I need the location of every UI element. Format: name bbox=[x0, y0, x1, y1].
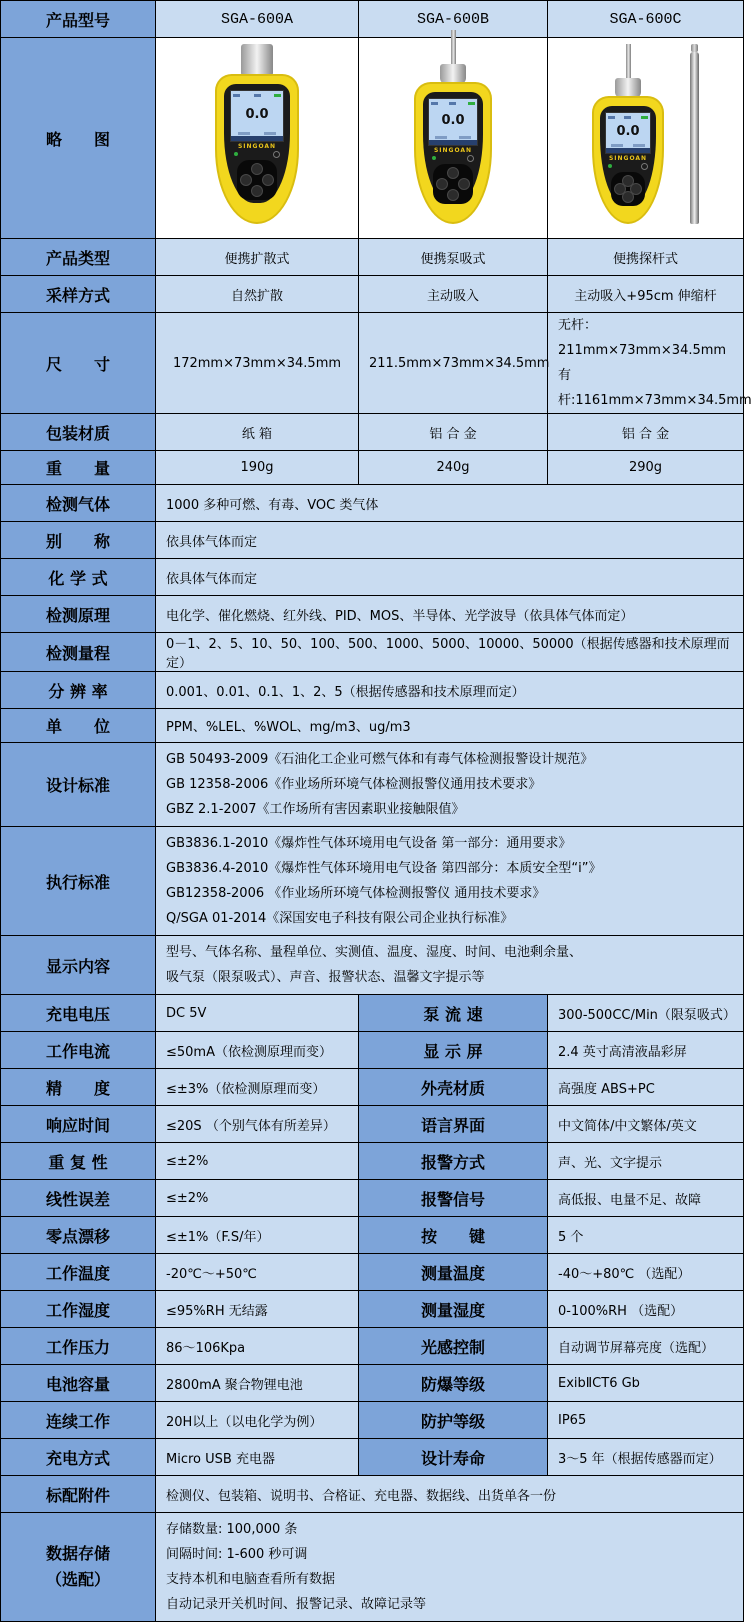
spec-value: 3～5 年（根据传感器而定） bbox=[548, 1439, 744, 1476]
field-bar bbox=[238, 132, 250, 135]
indicator-row bbox=[234, 151, 280, 158]
power-led bbox=[234, 152, 238, 156]
keypad-button bbox=[458, 178, 470, 190]
text-line: GB12358-2006 《作业场所环境气体检测报警仪 通用技术要求》 bbox=[166, 886, 546, 901]
spec-row bbox=[1, 1439, 744, 1476]
row-label: 报警方式 bbox=[359, 1143, 548, 1180]
power-button-icon bbox=[273, 151, 280, 158]
spec-value: 主动吸入 bbox=[359, 276, 548, 313]
spec-value: 86～106Kpa bbox=[156, 1328, 359, 1365]
text-line: （选配） bbox=[45, 1570, 110, 1589]
row-label bbox=[1, 1513, 156, 1622]
spec-row bbox=[1, 1217, 744, 1254]
text-line: GB3836.4-2010《爆炸性气体环境用电气设备 第四部分：本质安全型“i”》 bbox=[166, 861, 602, 876]
spec-value: 0-100%RH （选配） bbox=[548, 1291, 744, 1328]
row-label: 按 键 bbox=[359, 1217, 548, 1254]
row-label: 工作温度 bbox=[1, 1254, 156, 1291]
row-label: 重 复 性 bbox=[1, 1143, 156, 1180]
probe-base-icon bbox=[615, 78, 641, 98]
keypad-button bbox=[447, 189, 459, 201]
spec-row bbox=[1, 239, 744, 276]
power-button-icon bbox=[641, 163, 648, 170]
text-line: 型号、气体名称、量程单位、实测值、温度、湿度、时间、电池剩余量、 bbox=[166, 945, 583, 960]
spec-row bbox=[1, 936, 744, 995]
spec-value: 依具体气体而定 bbox=[156, 522, 744, 559]
fan-icon bbox=[254, 94, 261, 97]
keypad-button bbox=[251, 163, 263, 175]
device-cell bbox=[359, 38, 547, 238]
row-label: 分 辨 率 bbox=[1, 672, 156, 709]
speaker-icon bbox=[431, 102, 438, 105]
speaker-icon bbox=[608, 116, 615, 119]
spec-value: ≤±3%（依检测原理而变） bbox=[156, 1069, 359, 1106]
spec-row bbox=[1, 414, 744, 451]
text-line: 无杆：211mm×73mm×34.5mm bbox=[558, 318, 727, 358]
row-label: 重 量 bbox=[1, 451, 156, 485]
spec-row bbox=[1, 1513, 744, 1622]
field-bar bbox=[633, 144, 645, 147]
product-image-cell bbox=[548, 38, 744, 239]
screen-datebar bbox=[606, 148, 649, 153]
device-brand: SINGOAN bbox=[433, 146, 473, 154]
power-button-icon bbox=[467, 155, 474, 162]
spec-row bbox=[1, 1402, 744, 1439]
spec-value: 纸 箱 bbox=[156, 414, 359, 451]
keypad-button bbox=[240, 174, 252, 186]
spec-value bbox=[156, 1513, 744, 1622]
row-label: 设计寿命 bbox=[359, 1439, 548, 1476]
spec-value: 高低报、电量不足、故障 bbox=[548, 1180, 744, 1217]
device-body bbox=[215, 74, 299, 224]
row-label: 包装材质 bbox=[1, 414, 156, 451]
spec-value: 电化学、催化燃烧、红外线、PID、MOS、半导体、光学波导（依具体气体而定） bbox=[156, 596, 744, 633]
device-body bbox=[414, 82, 492, 224]
spec-row bbox=[1, 276, 744, 313]
device-panel bbox=[224, 84, 290, 203]
keypad-button bbox=[251, 185, 263, 197]
row-label: 工作湿度 bbox=[1, 1291, 156, 1328]
row-label: 报警信号 bbox=[359, 1180, 548, 1217]
spec-row bbox=[1, 1180, 744, 1217]
spec-value bbox=[156, 743, 744, 827]
spec-value: PPM、%LEL、%WOL、mg/m3、ug/m3 bbox=[156, 709, 744, 743]
spec-value: 中文简体/中文繁体/英文 bbox=[548, 1106, 744, 1143]
row-label: 显示内容 bbox=[1, 936, 156, 995]
spec-value: 300-500CC/Min（限泵吸式） bbox=[548, 995, 744, 1032]
device-screen bbox=[605, 112, 650, 154]
spec-value: ≤50mA（依检测原理而变） bbox=[156, 1032, 359, 1069]
spec-value: 211.5mm×73mm×34.5mm bbox=[359, 313, 548, 414]
row-label: 标配附件 bbox=[1, 1476, 156, 1513]
spec-value: ≤95%RH 无结露 bbox=[156, 1291, 359, 1328]
spec-value: 172mm×73mm×34.5mm bbox=[156, 313, 359, 414]
spec-row bbox=[1, 559, 744, 596]
spec-row bbox=[1, 522, 744, 559]
row-label: 显 示 屏 bbox=[359, 1032, 548, 1069]
spec-value: 20H以上（以电化学为例） bbox=[156, 1402, 359, 1439]
text-line: GBZ 2.1-2007《工作场所有害因素职业接触限值》 bbox=[166, 802, 465, 817]
text-lines bbox=[558, 313, 752, 413]
device-screen bbox=[428, 98, 477, 146]
field-bar bbox=[264, 132, 276, 135]
header-row bbox=[1, 1, 744, 38]
spec-value: -40～+80℃ （选配） bbox=[548, 1254, 744, 1291]
spec-row bbox=[1, 743, 744, 827]
row-label: 设计标准 bbox=[1, 743, 156, 827]
battery-icon bbox=[468, 102, 475, 105]
spec-row bbox=[1, 1328, 744, 1365]
field-bar bbox=[611, 144, 623, 147]
spec-row bbox=[1, 596, 744, 633]
spec-value: 铝 合 金 bbox=[548, 414, 744, 451]
row-label: 电池容量 bbox=[1, 1365, 156, 1402]
row-label: 检测原理 bbox=[1, 596, 156, 633]
keypad bbox=[433, 164, 473, 204]
spec-value: ≤20S （个别气体有所差异） bbox=[156, 1106, 359, 1143]
row-label: 执行标准 bbox=[1, 827, 156, 936]
spec-row bbox=[1, 709, 744, 743]
text-line: 自动记录开关机时间、报警记录、故障记录等 bbox=[166, 1597, 427, 1612]
spec-value: ≤±2% bbox=[156, 1180, 359, 1217]
device-illustration bbox=[592, 44, 664, 224]
spec-value: 自然扩散 bbox=[156, 276, 359, 313]
text-line: 间隔时间: 1-600 秒可调 bbox=[166, 1547, 308, 1562]
spec-row bbox=[1, 1143, 744, 1180]
device-brand: SINGOAN bbox=[608, 154, 648, 162]
spec-value: 铝 合 金 bbox=[359, 414, 548, 451]
spec-value: 0－1、2、5、10、50、100、500、1000、5000、10000、50000（根据传感器和技术原理而定） bbox=[156, 633, 744, 672]
screen-reading: 0.0 bbox=[245, 107, 269, 123]
spec-value: 高强度 ABS+PC bbox=[548, 1069, 744, 1106]
row-label: 产品型号 bbox=[1, 1, 156, 38]
model-name: SGA-600C bbox=[548, 1, 744, 38]
row-label: 充电方式 bbox=[1, 1439, 156, 1476]
screen-statusbar bbox=[231, 91, 282, 98]
speaker-icon bbox=[233, 94, 240, 97]
spec-value: 240g bbox=[359, 451, 548, 485]
row-label: 略 图 bbox=[1, 38, 156, 239]
spec-value: ExibⅡCT6 Gb bbox=[548, 1365, 744, 1402]
power-led bbox=[608, 164, 612, 168]
spec-value bbox=[156, 827, 744, 936]
screen-datebar bbox=[429, 140, 476, 145]
screen-statusbar bbox=[429, 99, 476, 106]
spec-value: ≤±2% bbox=[156, 1143, 359, 1180]
text-lines bbox=[166, 1513, 733, 1621]
row-label: 单 位 bbox=[1, 709, 156, 743]
text-line: 吸气泵（限泵吸式）、声音、报警状态、温馨文字提示等 bbox=[166, 970, 485, 985]
spec-value: 依具体气体而定 bbox=[156, 559, 744, 596]
row-label: 防护等级 bbox=[359, 1402, 548, 1439]
probe-rod-icon bbox=[451, 30, 456, 64]
text-line: GB 12358-2006《作业场所环境气体检测报警仪通用技术要求》 bbox=[166, 777, 542, 792]
spec-row bbox=[1, 633, 744, 672]
spec-value: 290g bbox=[548, 451, 744, 485]
spec-value bbox=[548, 313, 752, 414]
sensor-cap-icon bbox=[241, 44, 273, 76]
keypad-button bbox=[436, 178, 448, 190]
row-label: 工作压力 bbox=[1, 1328, 156, 1365]
device-body bbox=[592, 96, 664, 224]
row-label: 尺 寸 bbox=[1, 313, 156, 414]
probe-rod-icon bbox=[626, 44, 631, 78]
spec-row bbox=[1, 1365, 744, 1402]
screen-datebar bbox=[231, 136, 282, 141]
row-label: 检测气体 bbox=[1, 485, 156, 522]
spec-value: 1000 多种可燃、有毒、VOC 类气体 bbox=[156, 485, 744, 522]
indicator-row bbox=[432, 155, 474, 162]
product-image-cell bbox=[156, 38, 359, 239]
spec-value: 190g bbox=[156, 451, 359, 485]
spec-value: 检测仪、包装箱、说明书、合格证、充电器、数据线、出货单各一份 bbox=[156, 1476, 744, 1513]
row-label: 产品类型 bbox=[1, 239, 156, 276]
spec-value: 主动吸入+95cm 伸缩杆 bbox=[548, 276, 744, 313]
screen-reading: 0.0 bbox=[616, 124, 640, 140]
spec-value: 便携泵吸式 bbox=[359, 239, 548, 276]
device-panel bbox=[600, 106, 656, 206]
keypad-button bbox=[262, 174, 274, 186]
keypad bbox=[611, 172, 645, 206]
keypad-button bbox=[630, 183, 642, 195]
telescopic-probe bbox=[690, 52, 699, 224]
spec-value bbox=[156, 936, 744, 995]
model-name: SGA-600B bbox=[359, 1, 548, 38]
spec-row bbox=[1, 1291, 744, 1328]
device-illustration bbox=[215, 44, 299, 224]
spec-value: 5 个 bbox=[548, 1217, 744, 1254]
sketch-row bbox=[1, 38, 744, 239]
spec-row bbox=[1, 672, 744, 709]
row-label: 外壳材质 bbox=[359, 1069, 548, 1106]
text-line: 支持本机和电脑查看所有数据 bbox=[166, 1572, 336, 1587]
power-led bbox=[432, 156, 436, 160]
row-label: 连续工作 bbox=[1, 1402, 156, 1439]
spec-value: 便携探杆式 bbox=[548, 239, 744, 276]
device-cell bbox=[548, 38, 743, 238]
probe-base-icon bbox=[440, 64, 466, 84]
text-lines bbox=[166, 743, 733, 826]
battery-icon bbox=[274, 94, 281, 97]
keypad-button bbox=[447, 167, 459, 179]
spec-row bbox=[1, 313, 744, 414]
keypad bbox=[237, 160, 277, 200]
spec-value: 0.001、0.01、0.1、1、2、5（根据传感器和技术原理而定） bbox=[156, 672, 744, 709]
spec-row bbox=[1, 1069, 744, 1106]
spec-value: 声、光、文字提示 bbox=[548, 1143, 744, 1180]
screen-statusbar bbox=[606, 113, 649, 120]
row-label: 精 度 bbox=[1, 1069, 156, 1106]
device-brand: SINGOAN bbox=[237, 142, 277, 150]
text-line: 数据存储 bbox=[45, 1544, 110, 1563]
spec-row bbox=[1, 827, 744, 936]
row-label: 采样方式 bbox=[1, 276, 156, 313]
text-lines bbox=[166, 936, 733, 994]
spec-value: 便携扩散式 bbox=[156, 239, 359, 276]
spec-value: -20℃～+50℃ bbox=[156, 1254, 359, 1291]
spec-row bbox=[1, 995, 744, 1032]
screen-reading: 0.0 bbox=[441, 113, 465, 129]
spec-row bbox=[1, 1254, 744, 1291]
field-bar bbox=[459, 136, 471, 139]
row-label: 检测量程 bbox=[1, 633, 156, 672]
spec-row bbox=[1, 451, 744, 485]
row-label: 响应时间 bbox=[1, 1106, 156, 1143]
spec-value: 2.4 英寸高清液晶彩屏 bbox=[548, 1032, 744, 1069]
fan-icon bbox=[449, 102, 456, 105]
text-line: GB 50493-2009《石油化工企业可燃气体和有毒气体检测报警设计规范》 bbox=[166, 752, 594, 767]
row-label: 防爆等级 bbox=[359, 1365, 548, 1402]
row-label: 充电电压 bbox=[1, 995, 156, 1032]
row-label: 语言界面 bbox=[359, 1106, 548, 1143]
fan-icon bbox=[624, 116, 631, 119]
text-lines bbox=[5, 1541, 151, 1593]
spec-row bbox=[1, 485, 744, 522]
spec-value: IP65 bbox=[548, 1402, 744, 1439]
device-panel bbox=[423, 92, 484, 204]
device-illustration bbox=[414, 30, 492, 224]
row-label: 别 称 bbox=[1, 522, 156, 559]
row-label: 光感控制 bbox=[359, 1328, 548, 1365]
text-line: 有杆:1161mm×73mm×34.5mm bbox=[558, 368, 752, 408]
row-label: 化 学 式 bbox=[1, 559, 156, 596]
spec-value: 自动调节屏幕亮度（选配） bbox=[548, 1328, 744, 1365]
row-label: 线性误差 bbox=[1, 1180, 156, 1217]
spec-value: ≤±1%（F.S/年） bbox=[156, 1217, 359, 1254]
battery-icon bbox=[641, 116, 648, 119]
model-name: SGA-600A bbox=[156, 1, 359, 38]
spec-value: Micro USB 充电器 bbox=[156, 1439, 359, 1476]
text-line: 存储数量: 100,000 条 bbox=[166, 1522, 298, 1537]
spec-value: 2800mA 聚合物锂电池 bbox=[156, 1365, 359, 1402]
spec-value: DC 5V bbox=[156, 995, 359, 1032]
text-line: Q/SGA 01-2014《深国安电子科技有限公司企业执行标准》 bbox=[166, 911, 514, 926]
row-label: 泵 流 速 bbox=[359, 995, 548, 1032]
spec-row bbox=[1, 1476, 744, 1513]
spec-row bbox=[1, 1032, 744, 1069]
row-label: 工作电流 bbox=[1, 1032, 156, 1069]
row-label: 测量湿度 bbox=[359, 1291, 548, 1328]
product-image-cell bbox=[359, 38, 548, 239]
row-label: 零点漂移 bbox=[1, 1217, 156, 1254]
device-screen bbox=[230, 90, 283, 142]
row-label: 测量温度 bbox=[359, 1254, 548, 1291]
text-line: GB3836.1-2010《爆炸性气体环境用电气设备 第一部分：通用要求》 bbox=[166, 836, 572, 851]
text-lines bbox=[166, 827, 733, 935]
spec-row bbox=[1, 1106, 744, 1143]
indicator-row bbox=[608, 163, 647, 170]
keypad-button bbox=[614, 183, 626, 195]
field-bar bbox=[435, 136, 447, 139]
device-cell bbox=[156, 38, 358, 238]
